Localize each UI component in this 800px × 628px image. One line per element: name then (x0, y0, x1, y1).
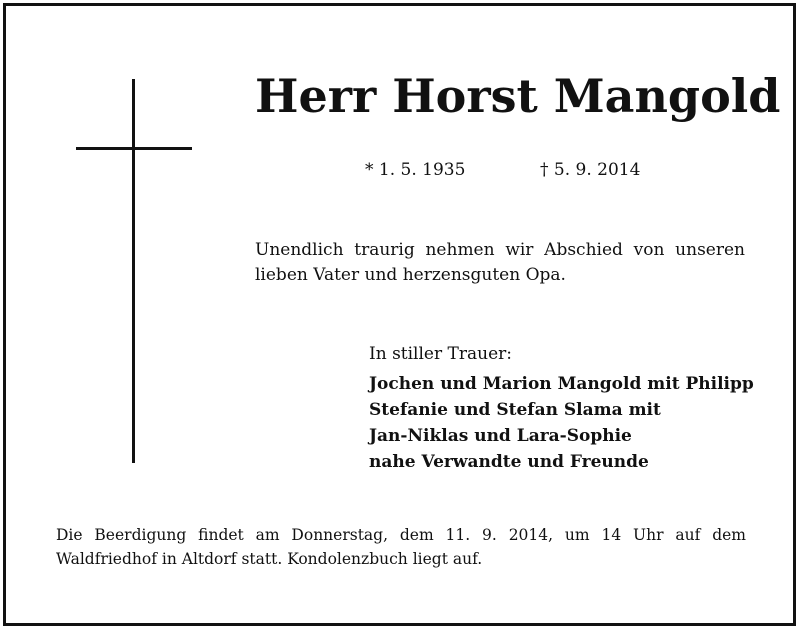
birth-date: * 1. 5. 1935 (365, 160, 466, 180)
funeral-note: Die Beerdigung findet am Donnerstag, dem 11. 9. 2014, um 14 Uhr auf dem Waldfriedhof in Altdorf statt. Kondolenzbuch liegt auf. (56, 526, 746, 568)
mourner-line: Jan-Niklas und Lara-Sophie (369, 426, 632, 446)
death-date: † 5. 9. 2014 (540, 160, 641, 180)
mourning-label: In stiller Trauer: (369, 344, 512, 364)
mourners-list (369, 371, 754, 475)
mourner-line: nahe Verwandte und Freunde (369, 452, 649, 472)
mourner-line: Jochen und Marion Mangold mit Philipp (369, 374, 754, 394)
mourner-line: Stefanie und Stefan Slama mit (369, 400, 661, 420)
intro-text: Unendlich traurig nehmen wir Abschied von unseren lieben Vater und herzensguten Opa. (255, 240, 745, 285)
cross-vertical-bar (132, 79, 135, 463)
cross-horizontal-bar (76, 147, 192, 150)
deceased-name: Herr Horst Mangold (255, 69, 781, 123)
